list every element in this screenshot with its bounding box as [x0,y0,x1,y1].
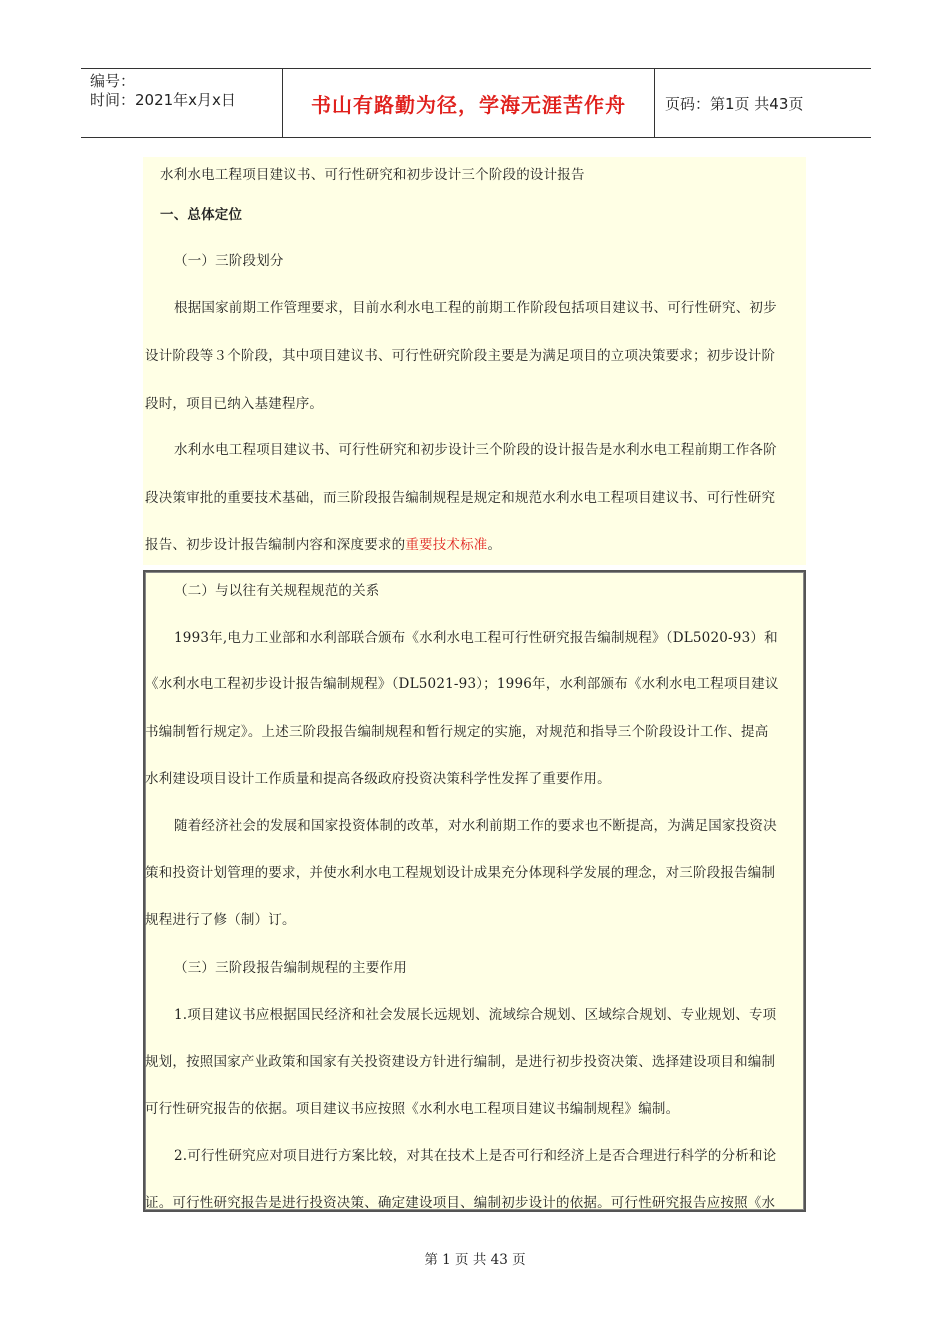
page-header [81,68,871,138]
para-5-line-2: 规划，按照国家产业政策和国家有关投资建设方针进行编制，是进行初步投资决策、选择建设项目和编制 [145,1054,776,1070]
para-3-line-4: 水利建设项目设计工作质量和提高各级政府投资决策科学性发挥了重要作用。 [145,771,611,787]
para-3-line-1: 1993年,电力工业部和水利部联合颁布《水利水电工程可行性研究报告编制规程》（DL5020-93）和 [174,630,778,646]
para-6-line-1: 2.可行性研究应对项目进行方案比较，对其在技术上是否可行和经济上是否合理进行科学的分析和论 [174,1148,777,1164]
para-1-line-3: 段时，项目已纳入基建程序。 [145,396,324,412]
header-motto-cell [282,69,655,137]
para-2-line-1: 水利水电工程项目建议书、可行性研究和初步设计三个阶段的设计报告是水利水电工程前期工作各阶 [174,442,777,458]
page-label: 页码：第1页 共43页 [665,94,804,113]
para-2-period: 。 [487,537,502,553]
doc-title: 水利水电工程项目建议书、可行性研究和初步设计三个阶段的设计报告 [160,167,585,183]
para-4-line-1: 随着经济社会的发展和国家投资体制的改革，对水利前期工作的要求也不断提高，为满足国家投资决 [174,818,777,834]
para-4-line-2: 策和投资计划管理的要求，并使水利水电工程规划设计成果充分体现科学发展的理念，对三阶段报告编制 [145,865,776,881]
page-footer: 第 1 页 共 43 页 [424,1252,526,1268]
header-page-cell [655,69,871,137]
highlight-term: 重要技术标准 [405,537,488,553]
para-3-line-2: 《水利水电工程初步设计报告编制规程》（DL5021-93）；1996年，水利部颁布《水利水电工程项目建议 [145,676,779,692]
para-2-text: 报告、初步设计报告编制内容和深度要求的 [145,537,406,553]
motto: 书山有路勤为径，学海无涯苦作舟 [311,92,626,117]
para-3-line-3: 书编制暂行规定》。上述三阶段报告编制规程和暂行规定的实施，对规范和指导三个阶段设计工作、提高 [145,724,769,740]
section-1-heading: （一）三阶段划分 [174,253,284,269]
number-label: 编号： [90,72,136,90]
para-5-line-1: 1.项目建议书应根据国民经济和社会发展长远规划、流域综合规划、区域综合规划、专业规划、专项 [174,1007,777,1023]
time-label: 时间：2021年x月x日 [90,91,236,109]
para-2-line-2: 段决策审批的重要技术基础，而三阶段报告编制规程是规定和规范水利水电工程项目建议书、可行性研究 [145,490,776,506]
header-meta [81,69,282,137]
section-3-heading: （三）三阶段报告编制规程的主要作用 [174,960,407,976]
para-4-line-3: 规程进行了修（制）订。 [145,912,296,928]
para-2-line-3 [145,533,501,553]
heading-1: 一、总体定位 [160,207,243,223]
para-5-line-3: 可行性研究报告的依据。项目建议书应按照《水利水电工程项目建议书编制规程》编制。 [145,1101,680,1117]
para-6-line-2: 证。可行性研究报告是进行投资决策、确定建设项目、编制初步设计的依据。可行性研究报告应按照《水 [145,1195,776,1211]
para-1-line-1: 根据国家前期工作管理要求，目前水利水电工程的前期工作阶段包括项目建议书、可行性研究、初步 [174,300,777,316]
para-1-line-2: 设计阶段等３个阶段，其中项目建议书、可行性研究阶段主要是为满足项目的立项决策要求；初步设计阶 [145,348,776,364]
section-2-heading: （二）与以往有关规程规范的关系 [174,583,380,599]
